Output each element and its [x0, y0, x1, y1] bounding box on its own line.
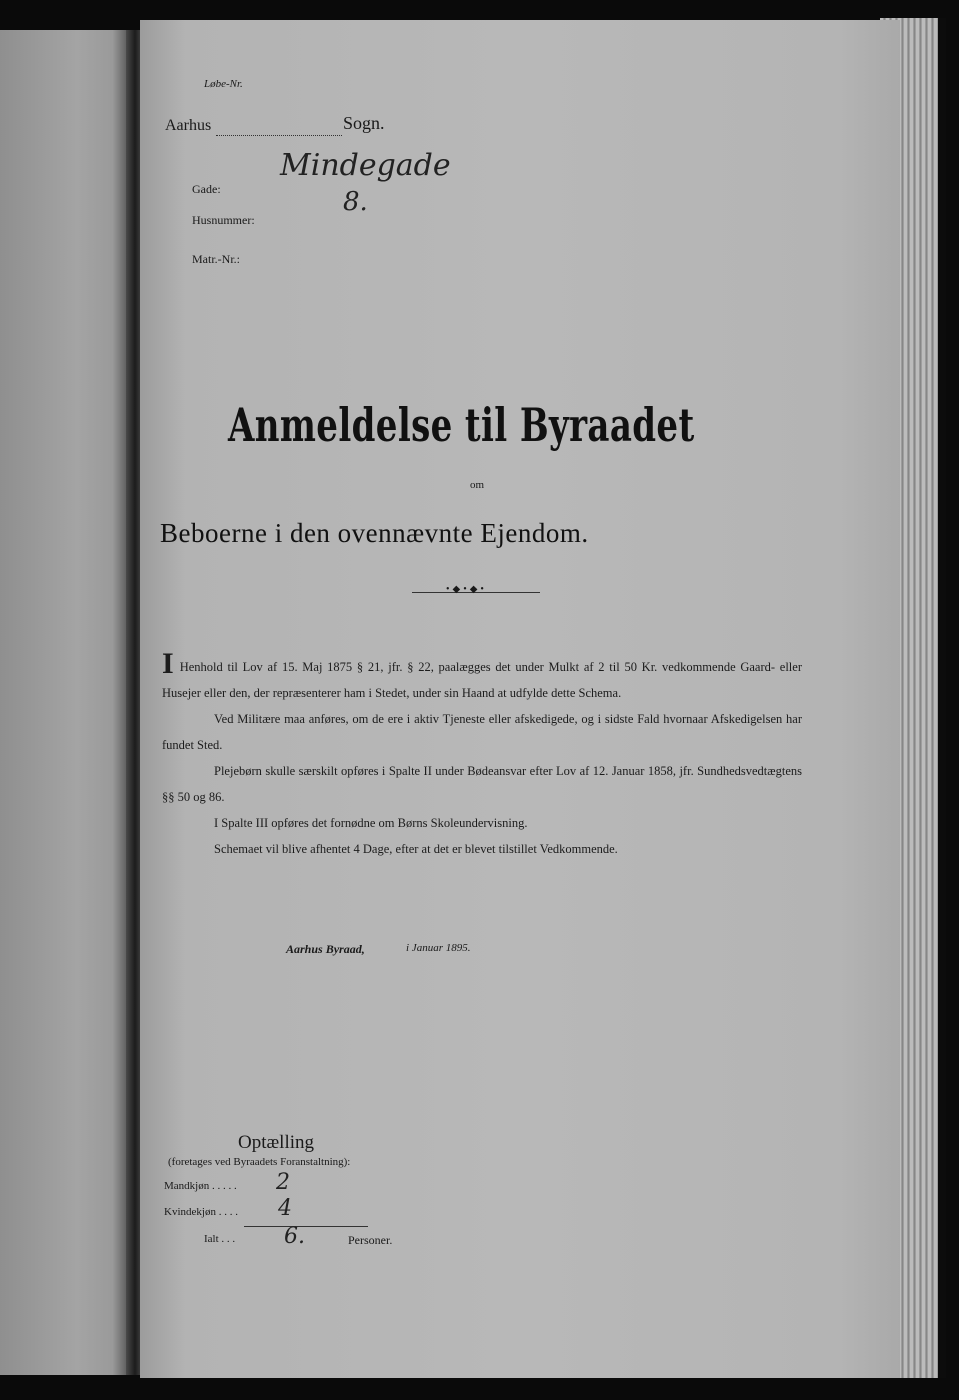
- sogn-label: Sogn.: [343, 113, 385, 133]
- instruction-paragraph-4: I Spalte III opføres det fornødne om Børns Skoleundervisning.: [214, 816, 528, 830]
- ialt-label: Ialt . . .: [204, 1233, 236, 1245]
- husnummer-handwritten-value: 8.: [343, 187, 368, 217]
- matr-nr-label: Matr.-Nr.:: [192, 252, 240, 266]
- instruction-paragraph-3: Plejebørn skulle særskilt opføres i Spalte II under Bødeansvar efter Lov af 12. Januar 1858, jfr. Sundhedsvedtægtens §§ 50 og 86.: [162, 764, 802, 804]
- husnummer-label: Husnummer:: [192, 213, 255, 227]
- sum-rule: [244, 1226, 368, 1227]
- sogn-dotted-line: [216, 134, 342, 136]
- signature-date: i Januar 1895.: [406, 942, 471, 954]
- instruction-paragraph-2: Ved Militære maa anføres, om de ere i aktiv Tjeneste eller afskedigede, og i sidste Fald hvornaar Afskedigelsen har fundet Sted.: [162, 712, 802, 752]
- ornament-dots-icon: •◆•◆•: [446, 584, 487, 595]
- city-label: Aarhus: [165, 117, 212, 134]
- om-word: om: [470, 479, 485, 491]
- optaelling-note: (foretages ved Byraadets Foranstaltning):: [168, 1156, 351, 1168]
- left-facing-page: [0, 30, 128, 1375]
- gade-handwritten-value: Mindegade: [280, 148, 451, 183]
- personer-label: Personer.: [348, 1233, 393, 1247]
- document-subtitle: Beboerne i den ovennævnte Ejendom.: [160, 518, 589, 548]
- instructions-block: [162, 647, 802, 862]
- dropcap: I: [162, 647, 174, 680]
- instruction-paragraph-1: I Henhold til Lov af 15. Maj 1875 § 21, jfr. § 22, paalægges det under Mulkt af 2 til 50 Kr. vedkommende Gaard- eller Husejer eller den, der repræsenterer ham i Stedet, under sin Haand at udfylde dette Schema.: [162, 647, 802, 700]
- optaelling-title: Optælling: [238, 1132, 315, 1153]
- document-title: Anmeldelse til Byraadet: [228, 398, 695, 452]
- mandkjon-label: Mandkjøn . . . . .: [164, 1180, 237, 1192]
- kvindekjon-handwritten-value: 4: [278, 1196, 292, 1221]
- document-page: [140, 20, 900, 1378]
- mandkjon-handwritten-value: 2: [276, 1170, 290, 1195]
- gade-label: Gade:: [192, 182, 221, 196]
- ialt-handwritten-value: 6.: [284, 1224, 305, 1249]
- signature-place: Aarhus Byraad,: [286, 942, 365, 956]
- instruction-paragraph-5: Schemaet vil blive afhentet 4 Dage, efter at det er blevet tilstillet Vedkommende.: [214, 842, 618, 856]
- loebe-nr-label: Løbe-Nr.: [204, 78, 243, 90]
- kvindekjon-label: Kvindekjøn . . . .: [164, 1206, 238, 1218]
